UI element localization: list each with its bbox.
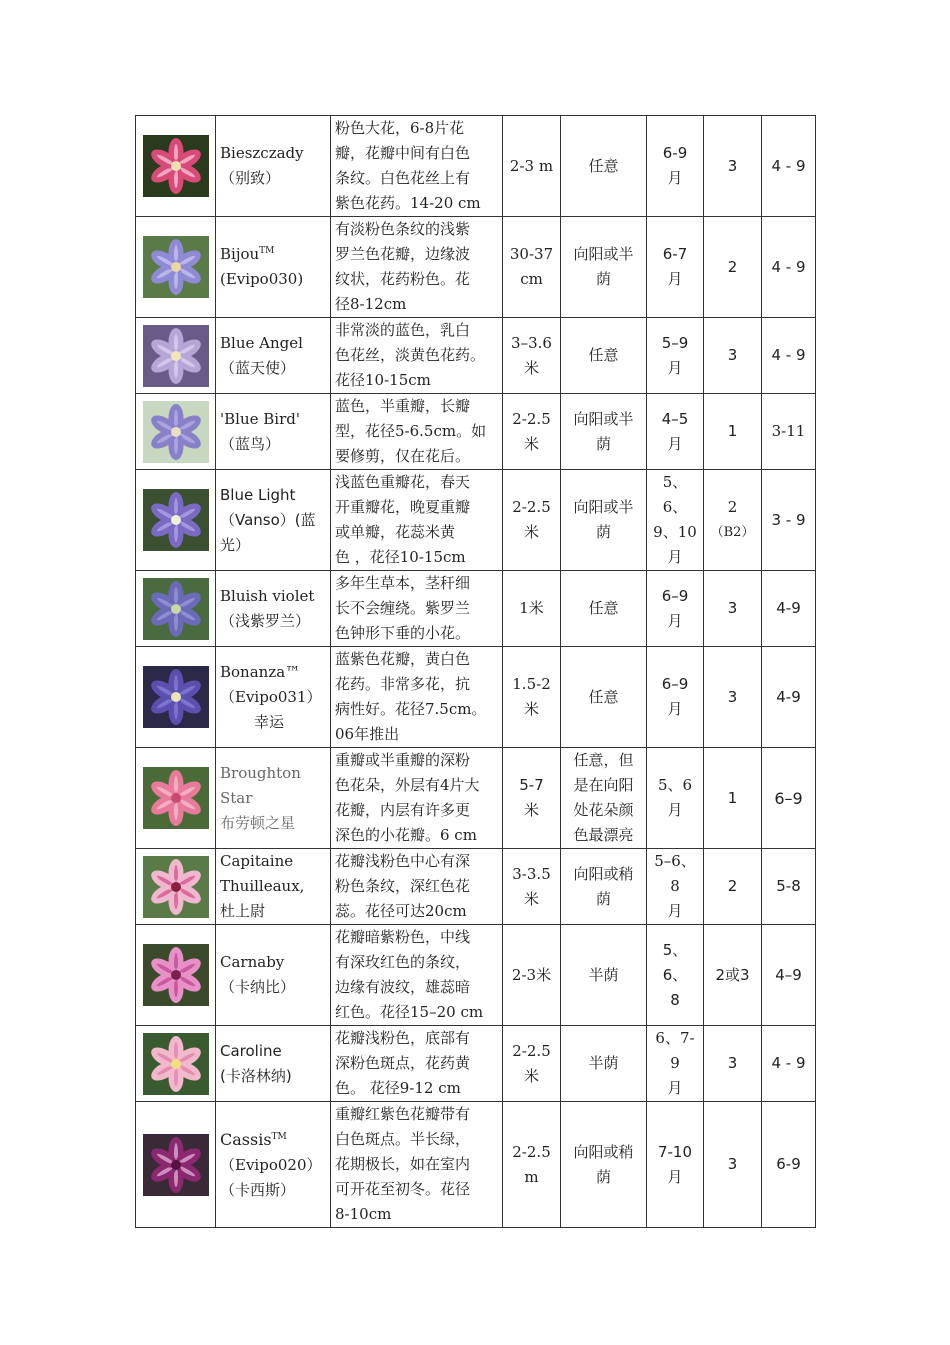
hardiness-zone: 4-9 (762, 647, 816, 748)
plant-height: 1.5-2 米 (503, 647, 561, 748)
flower-image (143, 325, 209, 387)
flower-description: 粉色大花，6-8片花 瓣，花瓣中间有白色 条纹。白色花丝上有 紫色花药。14-20 cm (331, 116, 503, 217)
flower-description: 花瓣浅粉色中心有深 粉色条纹，深红色花 蕊。花径可达20cm (331, 849, 503, 925)
flower-image (143, 578, 209, 640)
bloom-period: 6-7 月 (647, 217, 704, 318)
flower-description: 多年生草本，茎秆细 长不会缠绕。紫罗兰 色钟形下垂的小花。 (331, 571, 503, 647)
plant-height: 5-7 米 (503, 748, 561, 849)
flower-description: 非常淡的蓝色，乳白 色花丝，淡黄色花药。 花径10-15cm (331, 318, 503, 394)
cultivar-name: Bijou™ (Evipo030) (216, 217, 331, 318)
flower-photo (136, 116, 216, 217)
table-row (136, 1026, 816, 1102)
table-row (136, 318, 816, 394)
table-row (136, 470, 816, 571)
flower-description: 重瓣红紫色花瓣带有 白色斑点。半长绿， 花期极长，如在室内 可开花至初冬。花径 8-10cm (331, 1102, 503, 1228)
pruning-group: 3 (704, 571, 762, 647)
light-requirement: 任意 (561, 318, 647, 394)
bloom-period: 6–9 月 (647, 647, 704, 748)
plant-height: 3-3.5 米 (503, 849, 561, 925)
flower-image (143, 236, 209, 298)
cultivar-name: Carnaby （卡纳比） (216, 925, 331, 1026)
flower-photo (136, 217, 216, 318)
cultivar-name: Bluish violet （浅紫罗兰） (216, 571, 331, 647)
cultivar-name: Cassis™ （Evipo020） （卡西斯） (216, 1102, 331, 1228)
table-row (136, 217, 816, 318)
light-requirement: 任意 (561, 647, 647, 748)
plant-height: 2-3米 (503, 925, 561, 1026)
table-row (136, 394, 816, 470)
table-row (136, 571, 816, 647)
flower-image (143, 1134, 209, 1196)
hardiness-zone: 5-8 (762, 849, 816, 925)
table-row (136, 647, 816, 748)
bloom-period: 5、6、 8 (647, 925, 704, 1026)
light-requirement: 任意 (561, 116, 647, 217)
hardiness-zone: 4-9 (762, 571, 816, 647)
light-requirement: 向阳或半 荫 (561, 470, 647, 571)
plant-height: 2-2.5 米 (503, 470, 561, 571)
table-row (136, 1102, 816, 1228)
flower-description: 有淡粉色条纹的浅紫 罗兰色花瓣，边缘波 纹状，花药粉色。花 径8-12cm (331, 217, 503, 318)
hardiness-zone: 4 - 9 (762, 318, 816, 394)
hardiness-zone: 4 - 9 (762, 217, 816, 318)
flower-photo (136, 571, 216, 647)
pruning-group: 3 (704, 1102, 762, 1228)
plant-height: 30-37 cm (503, 217, 561, 318)
cultivar-name: Capitaine Thuilleaux, 杜上尉 (216, 849, 331, 925)
flower-image (143, 666, 209, 728)
hardiness-zone: 4 - 9 (762, 1026, 816, 1102)
flower-image (143, 767, 209, 829)
flower-image (143, 1033, 209, 1095)
pruning-group: 3 (704, 116, 762, 217)
light-requirement: 半荫 (561, 925, 647, 1026)
pruning-group: 3 (704, 1026, 762, 1102)
flower-photo (136, 470, 216, 571)
bloom-period: 5–9 月 (647, 318, 704, 394)
plant-height: 2-2.5 米 (503, 1026, 561, 1102)
table-row (136, 116, 816, 217)
pruning-group: 2或3 (704, 925, 762, 1026)
table-row (136, 748, 816, 849)
flower-photo (136, 849, 216, 925)
hardiness-zone: 3 - 9 (762, 470, 816, 571)
flower-description: 浅蓝色重瓣花，春天 开重瓣花，晚夏重瓣 或单瓣，花蕊米黄 色 ，花径10-15cm (331, 470, 503, 571)
flower-image (143, 489, 209, 551)
pruning-group: 3 (704, 647, 762, 748)
bloom-period: 6–9 月 (647, 571, 704, 647)
cultivar-name: Bonanza™ （Evipo031） 幸运 (216, 647, 331, 748)
plant-height: 3–3.6 米 (503, 318, 561, 394)
cultivar-name: Bieszczady （别致） (216, 116, 331, 217)
pruning-group: 3 (704, 318, 762, 394)
clematis-table (135, 115, 816, 1228)
plant-height: 2-2.5 米 (503, 394, 561, 470)
cultivar-name: Blue Angel （蓝天使） (216, 318, 331, 394)
flower-photo (136, 318, 216, 394)
hardiness-zone: 4–9 (762, 925, 816, 1026)
light-requirement: 向阳或半 荫 (561, 394, 647, 470)
table-row (136, 849, 816, 925)
hardiness-zone: 6–9 (762, 748, 816, 849)
flower-description: 蓝紫色花瓣，黄白色 花药。非常多花，抗 病性好。花径7.5cm。 06年推出 (331, 647, 503, 748)
cultivar-name: Blue Light （Vanso）(蓝 光） (216, 470, 331, 571)
plant-height: 2-2.5 m (503, 1102, 561, 1228)
flower-image (143, 944, 209, 1006)
pruning-group: 1 (704, 394, 762, 470)
pruning-group: 2 (704, 217, 762, 318)
pruning-group: 2 （B2） (704, 470, 762, 571)
bloom-period: 5–6、 8 月 (647, 849, 704, 925)
light-requirement: 向阳或稍 荫 (561, 1102, 647, 1228)
light-requirement: 半荫 (561, 1026, 647, 1102)
flower-description: 花瓣暗紫粉色，中线 有深玫红色的条纹， 边缘有波纹，雄蕊暗 红色。花径15–20 cm (331, 925, 503, 1026)
light-requirement: 向阳或稍 荫 (561, 849, 647, 925)
bloom-period: 6、7-9 月 (647, 1026, 704, 1102)
cultivar-name: 'Blue Bird' （蓝鸟） (216, 394, 331, 470)
flower-image (143, 856, 209, 918)
flower-photo (136, 1102, 216, 1228)
pruning-group: 1 (704, 748, 762, 849)
hardiness-zone: 3-11 (762, 394, 816, 470)
cultivar-name: Caroline (卡洛林纳) (216, 1026, 331, 1102)
plant-height: 1米 (503, 571, 561, 647)
table-row (136, 925, 816, 1026)
flower-description: 花瓣浅粉色，底部有 深粉色斑点，花药黄 色。 花径9-12 cm (331, 1026, 503, 1102)
hardiness-zone: 4 - 9 (762, 116, 816, 217)
hardiness-zone: 6-9 (762, 1102, 816, 1228)
light-requirement: 任意，但 是在向阳 处花朵颜 色最漂亮 (561, 748, 647, 849)
flower-photo (136, 647, 216, 748)
flower-description: 重瓣或半重瓣的深粉 色花朵，外层有4片大 花瓣，内层有许多更 深色的小花瓣。6 cm (331, 748, 503, 849)
bloom-period: 5、6、 9、10 月 (647, 470, 704, 571)
bloom-period: 6-9 月 (647, 116, 704, 217)
bloom-period: 7-10 月 (647, 1102, 704, 1228)
pruning-group: 2 (704, 849, 762, 925)
plant-height: 2-3 m (503, 116, 561, 217)
cultivar-name: Broughton Star 布劳顿之星 (216, 748, 331, 849)
flower-description: 蓝色，半重瓣，长瓣 型，花径5-6.5cm。如 要修剪，仅在花后。 (331, 394, 503, 470)
flower-photo (136, 925, 216, 1026)
bloom-period: 5、6 月 (647, 748, 704, 849)
light-requirement: 任意 (561, 571, 647, 647)
flower-image (143, 401, 209, 463)
flower-image (143, 135, 209, 197)
flower-photo (136, 394, 216, 470)
flower-photo (136, 748, 216, 849)
flower-photo (136, 1026, 216, 1102)
light-requirement: 向阳或半 荫 (561, 217, 647, 318)
bloom-period: 4–5 月 (647, 394, 704, 470)
